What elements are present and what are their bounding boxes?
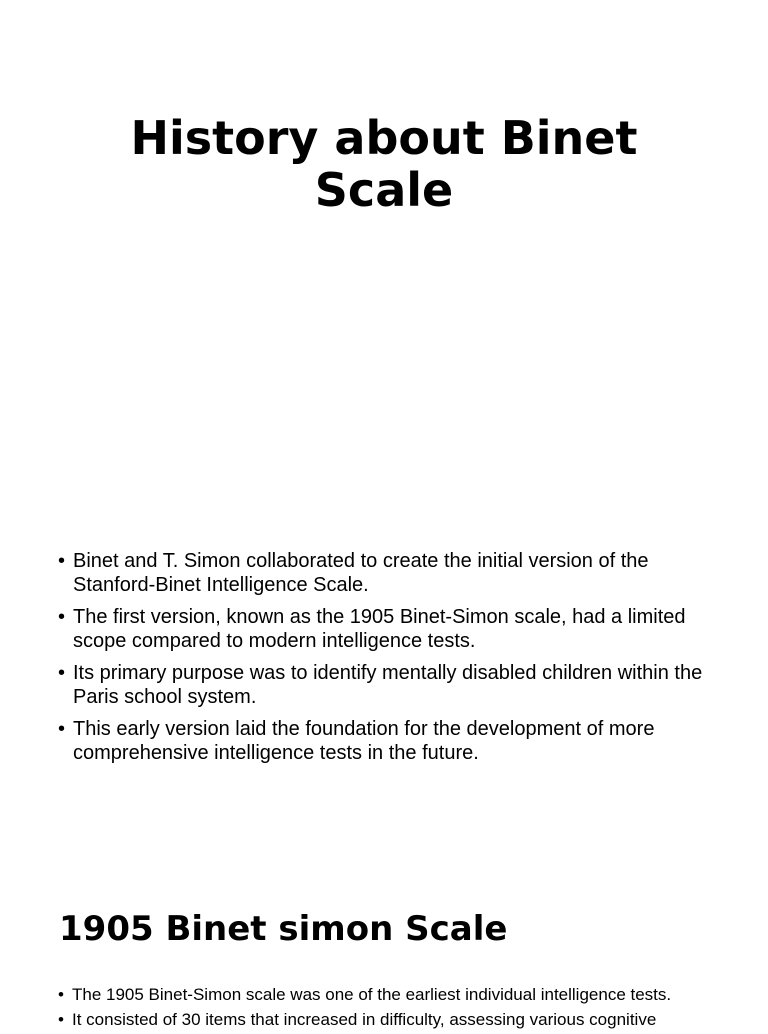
bullet-text: It consisted of 30 items that increased in difficulty, assessing various cognitive [72,1010,657,1029]
bullet-text: Its primary purpose was to identify mentally disabled children within the Paris school system. [73,662,703,708]
list-item [58,1009,738,1031]
bullet-text: The 1905 Binet-Simon scale was one of the earliest individual intelligence tests. [72,985,672,1004]
history-bullet-list [58,549,718,773]
slide-title-line-2: Scale [314,163,454,217]
bullet-text: This early version laid the foundation for the development of more comprehensive intelligence tests in the future. [73,718,655,764]
bullet-text: The first version, known as the 1905 Binet-Simon scale, had a limited scope compared to modern intelligence tests. [73,606,686,652]
bullet-icon: • [58,662,66,684]
list-item [58,717,718,765]
binet-simon-bullet-list [58,984,738,1034]
list-item [58,661,718,709]
slide-title [0,112,768,216]
slide-title-line-1: History about Binet [130,111,638,165]
bullet-icon: • [58,985,64,1004]
list-item [58,549,718,597]
bullet-icon: • [58,718,66,740]
bullet-text: Binet and T. Simon collaborated to create the initial version of the Stanford-Binet Intelligence Scale. [73,550,649,596]
list-item [58,605,718,653]
bullet-icon: • [58,1010,64,1029]
list-item [58,984,738,1006]
section-heading: 1905 Binet simon Scale [59,909,508,949]
bullet-icon: • [58,550,66,572]
bullet-icon: • [58,606,66,628]
